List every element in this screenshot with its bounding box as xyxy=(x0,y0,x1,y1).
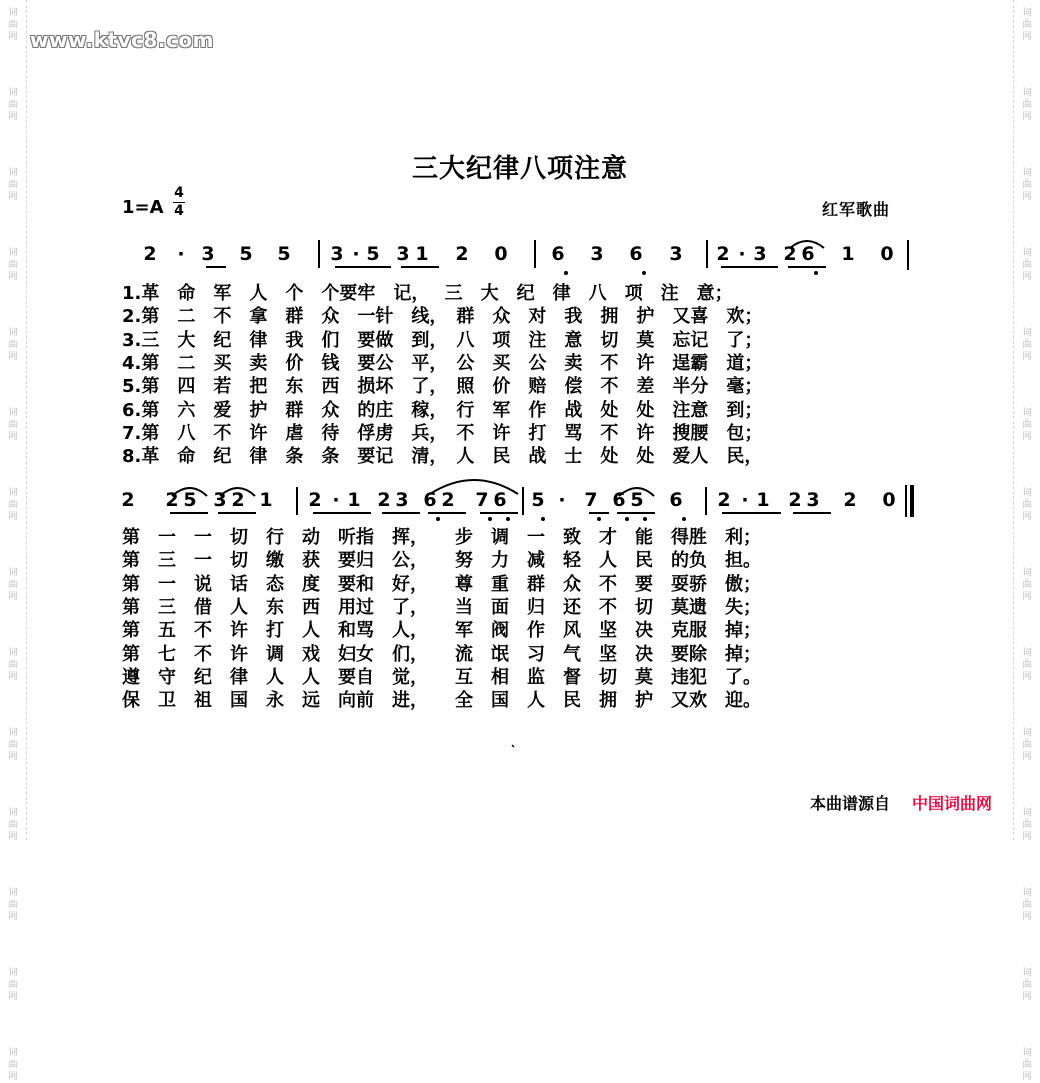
slur xyxy=(172,488,207,496)
note-digit: 2 xyxy=(788,489,802,511)
note-digit: 0 xyxy=(882,489,896,511)
key-signature: 1=A xyxy=(122,197,164,218)
note-digit: 2 xyxy=(121,489,135,511)
note-digit: 3 xyxy=(669,243,683,265)
note-digit: 2 xyxy=(716,243,730,265)
side-watermark-text: 词曲网 xyxy=(1022,168,1032,202)
note-digit: 5 xyxy=(531,489,545,511)
side-watermark-text: 词曲网 xyxy=(1022,488,1032,522)
note-digit: 5 xyxy=(183,489,197,511)
dotted-rhythm-mark: · xyxy=(741,489,749,511)
note-digit: 6 xyxy=(612,489,626,511)
note-digit: 5 xyxy=(239,243,253,265)
side-watermark-text: 词曲网 xyxy=(1022,808,1032,842)
dotted-rhythm-mark: · xyxy=(558,489,566,511)
side-watermark-text: 词曲网 xyxy=(8,248,18,282)
source-site-link[interactable]: 中国词曲网 xyxy=(912,794,993,813)
side-watermark-text: 词曲网 xyxy=(1022,88,1032,122)
side-watermark-text: 词曲网 xyxy=(8,728,18,762)
dotted-rhythm-mark: · xyxy=(332,489,340,511)
side-watermark-text: 词曲网 xyxy=(8,568,18,602)
song-title: 三大纪律八项注意 xyxy=(411,154,628,184)
meter-top: 4 xyxy=(174,185,184,201)
lyric-line: 2.第 二 不 拿 群 众 一针 线， 群 众 对 我 拥 护 又喜 欢； xyxy=(122,306,763,328)
note-digit: 2 xyxy=(783,243,797,265)
side-watermark-text: 词曲网 xyxy=(1022,568,1032,602)
note-digit: 2 xyxy=(843,489,857,511)
note-digit: 2 xyxy=(231,489,245,511)
note-digit: 7 xyxy=(584,489,598,511)
lyric-line: 第 三 借 人 东 西 用过 了， 当 面 归 还 不 切 莫遗 失； xyxy=(122,596,761,618)
lyric-line: 保 卫 祖 国 永 远 向前 进， 全 国 人 民 拥 护 又欢 迎。 xyxy=(122,690,761,712)
side-watermark-text: 词曲网 xyxy=(1022,888,1032,922)
lyric-line: 第 一 说 话 态 度 要和 好， 尊 重 群 众 不 要 耍骄 傲； xyxy=(122,573,761,595)
note-digit: 3 xyxy=(590,243,604,265)
dotted-rhythm-mark: · xyxy=(352,243,360,265)
note-digit: 5 xyxy=(630,489,644,511)
side-watermark-text: 词曲网 xyxy=(8,8,18,42)
note-digit: 3 xyxy=(753,243,767,265)
note-digit: 7 xyxy=(475,489,489,511)
side-watermark-text: 词曲网 xyxy=(8,408,18,442)
stray-mark xyxy=(512,745,514,747)
note-digit: 6 xyxy=(669,489,683,511)
side-watermark-text: 词曲网 xyxy=(1022,8,1032,42)
lyric-line: 第 五 不 许 打 人 和骂 人， 军 阀 作 风 坚 决 克服 掉； xyxy=(122,620,761,642)
meter-bottom: 4 xyxy=(174,203,184,219)
lyric-line: 第 一 一 切 行 动 听指 挥， 步 调 一 致 才 能 得胜 利； xyxy=(122,527,761,548)
lyric-line: 第 三 一 切 缴 获 要归 公， 努 力 减 轻 人 民 的负 担。 xyxy=(122,550,761,572)
lyric-line: 第 七 不 许 调 戏 妇女 们， 流 氓 习 气 坚 决 要除 掉； xyxy=(122,643,761,665)
side-watermark-text: 词曲网 xyxy=(1022,328,1032,362)
side-watermark-text: 词曲网 xyxy=(8,1048,18,1082)
side-watermark-text: 词曲网 xyxy=(1022,408,1032,442)
note-digit: 6 xyxy=(801,243,815,265)
note-digit: 5 xyxy=(277,243,291,265)
lyric-line: 5.第 四 若 把 东 西 损坏 了， 照 价 赔 偿 不 差 半分 毫； xyxy=(122,376,763,398)
side-watermark-text: 词曲网 xyxy=(1022,248,1032,282)
note-digit: 6 xyxy=(551,243,565,265)
side-watermark-text: 词曲网 xyxy=(8,88,18,122)
side-watermark-text: 词曲网 xyxy=(8,168,18,202)
lyric-line: 4.第 二 买 卖 价 钱 要公 平， 公 买 公 卖 不 许 逞霸 道； xyxy=(122,352,763,374)
slur xyxy=(790,241,824,248)
note-digit: 1 xyxy=(841,243,855,265)
note-digit: 3 xyxy=(806,489,820,511)
note-digit: 2 xyxy=(717,489,731,511)
note-digit: 3 xyxy=(330,243,344,265)
side-watermark-text: 词曲网 xyxy=(8,968,18,1002)
side-watermark-text: 词曲网 xyxy=(8,888,18,922)
note-digit: 1 xyxy=(259,489,273,511)
note-digit: 3 xyxy=(213,489,227,511)
slur xyxy=(220,488,255,496)
note-digit: 6 xyxy=(629,243,643,265)
composer-credit: 红军歌曲 xyxy=(822,200,891,219)
note-digit: 1 xyxy=(756,489,770,511)
note-digit: 2 xyxy=(308,489,322,511)
note-digit: 6 xyxy=(423,489,437,511)
lyric-line: 3.三 大 纪 律 我 们 要做 到， 八 项 注 意 切 莫 忘记 了； xyxy=(122,329,763,351)
lyric-line: 6.第 六 爱 护 群 众 的庄 稼， 行 军 作 战 处 处 注意 到； xyxy=(122,399,763,421)
side-watermark-text: 词曲网 xyxy=(8,648,18,682)
slur xyxy=(430,480,518,494)
note-digit: 0 xyxy=(494,243,508,265)
side-watermark-text: 词曲网 xyxy=(8,328,18,362)
site-watermark: www.ktvc8.com xyxy=(30,28,214,52)
side-watermark-text: 词曲网 xyxy=(8,488,18,522)
note-digit: 1 xyxy=(415,243,429,265)
note-digit: 3 xyxy=(395,489,409,511)
dotted-rhythm-mark: · xyxy=(177,243,185,265)
note-digit: 2 xyxy=(165,489,179,511)
lyric-line: 8.革 命 纪 律 条 条 要记 清， 人 民 战 士 处 处 爱人 民， xyxy=(122,446,763,468)
lyric-line: 遵 守 纪 律 人 人 要自 觉， 互 相 监 督 切 莫 违犯 了。 xyxy=(122,666,761,688)
lyric-line: 1.革 命 军 人 个 个要牢 记， 三 大 纪 律 八 项 注 意； xyxy=(122,283,733,304)
note-digit: 3 xyxy=(396,243,410,265)
side-watermark-text: 词曲网 xyxy=(1022,728,1032,762)
note-digit: 2 xyxy=(441,489,455,511)
side-watermark-text: 词曲网 xyxy=(1022,648,1032,682)
note-digit: 2 xyxy=(455,243,469,265)
side-watermark-text: 词曲网 xyxy=(8,808,18,842)
note-digit: 2 xyxy=(377,489,391,511)
note-digit: 2 xyxy=(143,243,157,265)
dotted-rhythm-mark: · xyxy=(738,243,746,265)
lyric-line: 7.第 八 不 许 虐 待 俘虏 兵， 不 许 打 骂 不 许 搜腰 包； xyxy=(122,422,763,444)
note-digit: 5 xyxy=(366,243,380,265)
slur xyxy=(619,488,654,496)
note-digit: 3 xyxy=(201,243,215,265)
note-digit: 6 xyxy=(493,489,507,511)
side-watermark-text: 词曲网 xyxy=(1022,1048,1032,1082)
note-digit: 1 xyxy=(347,489,361,511)
note-digit: 0 xyxy=(880,243,894,265)
side-watermark-text: 词曲网 xyxy=(1022,968,1032,1002)
source-footer xyxy=(810,791,992,814)
source-label: 本曲谱源自 xyxy=(810,794,891,813)
